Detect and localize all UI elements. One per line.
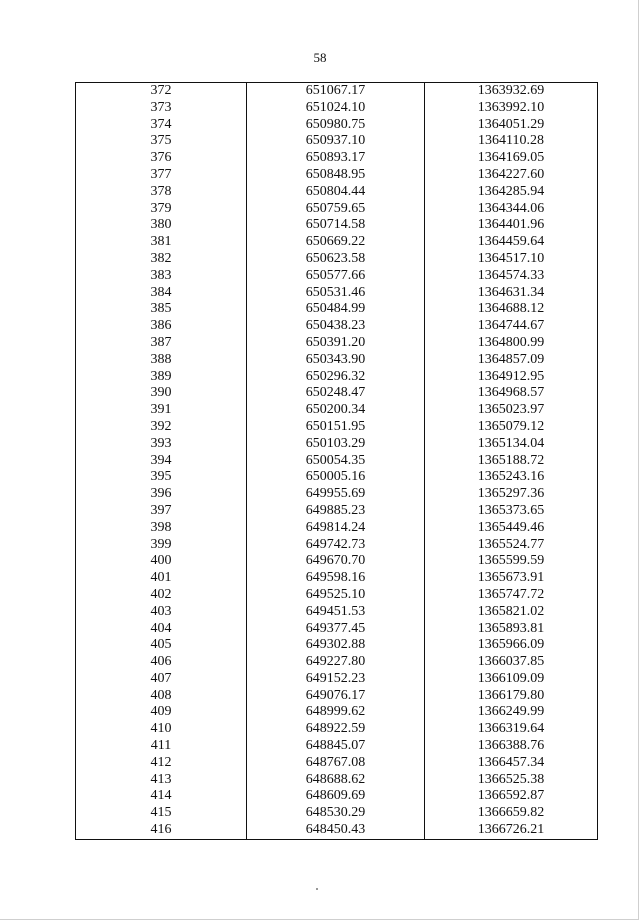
point-number-cell: 376 — [76, 150, 247, 167]
point-number-cell: 412 — [76, 755, 247, 772]
y-coordinate-cell: 1364110.28 — [425, 133, 598, 150]
x-coordinate-cell: 650248.47 — [247, 385, 425, 402]
table-row — [76, 318, 598, 335]
x-coordinate-cell: 648609.69 — [247, 788, 425, 805]
x-coordinate-cell: 650391.20 — [247, 335, 425, 352]
point-number-cell: 380 — [76, 217, 247, 234]
x-coordinate-cell: 650531.46 — [247, 285, 425, 302]
point-number-cell: 383 — [76, 268, 247, 285]
x-coordinate-cell: 650296.32 — [247, 369, 425, 386]
x-coordinate-cell: 650343.90 — [247, 352, 425, 369]
point-number-cell: 414 — [76, 788, 247, 805]
y-coordinate-cell: 1364800.99 — [425, 335, 598, 352]
x-coordinate-cell: 650623.58 — [247, 251, 425, 268]
y-coordinate-cell: 1364631.34 — [425, 285, 598, 302]
point-number-cell: 378 — [76, 184, 247, 201]
point-number-cell: 403 — [76, 604, 247, 621]
table-row — [76, 453, 598, 470]
x-coordinate-cell: 648922.59 — [247, 721, 425, 738]
point-number-cell: 399 — [76, 537, 247, 554]
y-coordinate-cell: 1366592.87 — [425, 788, 598, 805]
x-coordinate-cell: 649076.17 — [247, 688, 425, 705]
y-coordinate-cell: 1366319.64 — [425, 721, 598, 738]
point-number-cell: 409 — [76, 704, 247, 721]
x-coordinate-cell: 650200.34 — [247, 402, 425, 419]
point-number-cell: 400 — [76, 553, 247, 570]
table-row — [76, 301, 598, 318]
x-coordinate-cell: 650484.99 — [247, 301, 425, 318]
point-number-cell: 389 — [76, 369, 247, 386]
table-row — [76, 822, 598, 839]
x-coordinate-cell: 649302.88 — [247, 637, 425, 654]
x-coordinate-cell: 650054.35 — [247, 453, 425, 470]
x-coordinate-cell: 649955.69 — [247, 486, 425, 503]
x-coordinate-cell: 649814.24 — [247, 520, 425, 537]
table-row — [76, 520, 598, 537]
y-coordinate-cell: 1365243.16 — [425, 469, 598, 486]
x-coordinate-cell: 650937.10 — [247, 133, 425, 150]
x-coordinate-cell: 650980.75 — [247, 117, 425, 134]
x-coordinate-cell: 650151.95 — [247, 419, 425, 436]
x-coordinate-cell: 650669.22 — [247, 234, 425, 251]
y-coordinate-cell: 1366109.09 — [425, 671, 598, 688]
point-number-cell: 381 — [76, 234, 247, 251]
x-coordinate-cell: 649227.80 — [247, 654, 425, 671]
table-row — [76, 721, 598, 738]
table-row — [76, 486, 598, 503]
table-row — [76, 385, 598, 402]
table-row — [76, 671, 598, 688]
y-coordinate-cell: 1365966.09 — [425, 637, 598, 654]
x-coordinate-cell: 649377.45 — [247, 621, 425, 638]
point-number-cell: 397 — [76, 503, 247, 520]
y-coordinate-cell: 1365524.77 — [425, 537, 598, 554]
point-number-cell: 405 — [76, 637, 247, 654]
point-number-cell: 386 — [76, 318, 247, 335]
scan-speck — [316, 888, 318, 890]
point-number-cell: 392 — [76, 419, 247, 436]
y-coordinate-cell: 1365373.65 — [425, 503, 598, 520]
table-row — [76, 469, 598, 486]
x-coordinate-cell: 648450.43 — [247, 822, 425, 839]
point-number-cell: 374 — [76, 117, 247, 134]
x-coordinate-cell: 649152.23 — [247, 671, 425, 688]
x-coordinate-cell: 650103.29 — [247, 436, 425, 453]
y-coordinate-cell: 1364574.33 — [425, 268, 598, 285]
y-coordinate-cell: 1366525.38 — [425, 772, 598, 789]
point-number-cell: 406 — [76, 654, 247, 671]
table-row — [76, 788, 598, 805]
point-number-cell: 384 — [76, 285, 247, 302]
x-coordinate-cell: 649525.10 — [247, 587, 425, 604]
point-number-cell: 401 — [76, 570, 247, 587]
table-row — [76, 688, 598, 705]
point-number-cell: 415 — [76, 805, 247, 822]
table-row — [76, 637, 598, 654]
x-coordinate-cell: 651024.10 — [247, 100, 425, 117]
x-coordinate-cell: 649670.70 — [247, 553, 425, 570]
x-coordinate-cell: 651067.17 — [247, 83, 425, 100]
point-number-cell: 391 — [76, 402, 247, 419]
table-row — [76, 436, 598, 453]
table-row — [76, 268, 598, 285]
y-coordinate-cell: 1365893.81 — [425, 621, 598, 638]
y-coordinate-cell: 1365134.04 — [425, 436, 598, 453]
y-coordinate-cell: 1366388.76 — [425, 738, 598, 755]
y-coordinate-cell: 1365079.12 — [425, 419, 598, 436]
table-row — [76, 755, 598, 772]
y-coordinate-cell: 1365821.02 — [425, 604, 598, 621]
point-number-cell: 385 — [76, 301, 247, 318]
coordinates-table — [75, 82, 598, 840]
table-row — [76, 251, 598, 268]
table-row — [76, 369, 598, 386]
x-coordinate-cell: 649451.53 — [247, 604, 425, 621]
point-number-cell: 393 — [76, 436, 247, 453]
table-row — [76, 234, 598, 251]
x-coordinate-cell: 650759.65 — [247, 201, 425, 218]
y-coordinate-cell: 1364857.09 — [425, 352, 598, 369]
table-row — [76, 654, 598, 671]
y-coordinate-cell: 1365747.72 — [425, 587, 598, 604]
x-coordinate-cell: 650577.66 — [247, 268, 425, 285]
table-row — [76, 285, 598, 302]
table-row — [76, 335, 598, 352]
x-coordinate-cell: 649598.16 — [247, 570, 425, 587]
point-number-cell: 372 — [76, 83, 247, 100]
y-coordinate-cell: 1364459.64 — [425, 234, 598, 251]
point-number-cell: 407 — [76, 671, 247, 688]
table-row — [76, 587, 598, 604]
table-row — [76, 100, 598, 117]
y-coordinate-cell: 1366457.34 — [425, 755, 598, 772]
point-number-cell: 408 — [76, 688, 247, 705]
y-coordinate-cell: 1365449.46 — [425, 520, 598, 537]
y-coordinate-cell: 1365023.97 — [425, 402, 598, 419]
y-coordinate-cell: 1363992.10 — [425, 100, 598, 117]
y-coordinate-cell: 1364517.10 — [425, 251, 598, 268]
table-row — [76, 772, 598, 789]
table-row — [76, 184, 598, 201]
y-coordinate-cell: 1365188.72 — [425, 453, 598, 470]
y-coordinate-cell: 1364401.96 — [425, 217, 598, 234]
y-coordinate-cell: 1366249.99 — [425, 704, 598, 721]
point-number-cell: 396 — [76, 486, 247, 503]
table-row — [76, 352, 598, 369]
table-row — [76, 503, 598, 520]
x-coordinate-cell: 650893.17 — [247, 150, 425, 167]
point-number-cell: 394 — [76, 453, 247, 470]
table-row — [76, 738, 598, 755]
table-row — [76, 419, 598, 436]
point-number-cell: 398 — [76, 520, 247, 537]
table-row — [76, 201, 598, 218]
table-row — [76, 805, 598, 822]
table-row — [76, 83, 598, 100]
x-coordinate-cell: 650848.95 — [247, 167, 425, 184]
y-coordinate-cell: 1364344.06 — [425, 201, 598, 218]
point-number-cell: 390 — [76, 385, 247, 402]
table-row — [76, 402, 598, 419]
x-coordinate-cell: 650804.44 — [247, 184, 425, 201]
table-row — [76, 537, 598, 554]
point-number-cell: 377 — [76, 167, 247, 184]
y-coordinate-cell: 1366179.80 — [425, 688, 598, 705]
y-coordinate-cell: 1366659.82 — [425, 805, 598, 822]
x-coordinate-cell: 649742.73 — [247, 537, 425, 554]
y-coordinate-cell: 1364968.57 — [425, 385, 598, 402]
x-coordinate-cell: 650714.58 — [247, 217, 425, 234]
point-number-cell: 395 — [76, 469, 247, 486]
point-number-cell: 416 — [76, 822, 247, 839]
x-coordinate-cell: 648530.29 — [247, 805, 425, 822]
point-number-cell: 373 — [76, 100, 247, 117]
table-row — [76, 217, 598, 234]
point-number-cell: 388 — [76, 352, 247, 369]
point-number-cell: 402 — [76, 587, 247, 604]
y-coordinate-cell: 1366726.21 — [425, 822, 598, 839]
x-coordinate-cell: 649885.23 — [247, 503, 425, 520]
point-number-cell: 413 — [76, 772, 247, 789]
table-row — [76, 167, 598, 184]
y-coordinate-cell: 1364169.05 — [425, 150, 598, 167]
table-row — [76, 133, 598, 150]
x-coordinate-cell: 648688.62 — [247, 772, 425, 789]
table-row — [76, 704, 598, 721]
page-number: 58 — [313, 50, 327, 65]
y-coordinate-cell: 1364051.29 — [425, 117, 598, 134]
table-row — [76, 553, 598, 570]
x-coordinate-cell: 648999.62 — [247, 704, 425, 721]
y-coordinate-cell: 1364744.67 — [425, 318, 598, 335]
x-coordinate-cell: 650005.16 — [247, 469, 425, 486]
y-coordinate-cell: 1364912.95 — [425, 369, 598, 386]
y-coordinate-cell: 1364285.94 — [425, 184, 598, 201]
point-number-cell: 387 — [76, 335, 247, 352]
x-coordinate-cell: 648845.07 — [247, 738, 425, 755]
y-coordinate-cell: 1365599.59 — [425, 553, 598, 570]
table-row — [76, 621, 598, 638]
table-row — [76, 117, 598, 134]
y-coordinate-cell: 1365673.91 — [425, 570, 598, 587]
point-number-cell: 379 — [76, 201, 247, 218]
y-coordinate-cell: 1364227.60 — [425, 167, 598, 184]
table-row — [76, 570, 598, 587]
coordinates-table-body — [76, 83, 598, 840]
table-row — [76, 150, 598, 167]
point-number-cell: 411 — [76, 738, 247, 755]
x-coordinate-cell: 650438.23 — [247, 318, 425, 335]
table-row — [76, 604, 598, 621]
x-coordinate-cell: 648767.08 — [247, 755, 425, 772]
y-coordinate-cell: 1366037.85 — [425, 654, 598, 671]
y-coordinate-cell: 1363932.69 — [425, 83, 598, 100]
point-number-cell: 404 — [76, 621, 247, 638]
point-number-cell: 410 — [76, 721, 247, 738]
point-number-cell: 375 — [76, 133, 247, 150]
point-number-cell: 382 — [76, 251, 247, 268]
y-coordinate-cell: 1365297.36 — [425, 486, 598, 503]
y-coordinate-cell: 1364688.12 — [425, 301, 598, 318]
